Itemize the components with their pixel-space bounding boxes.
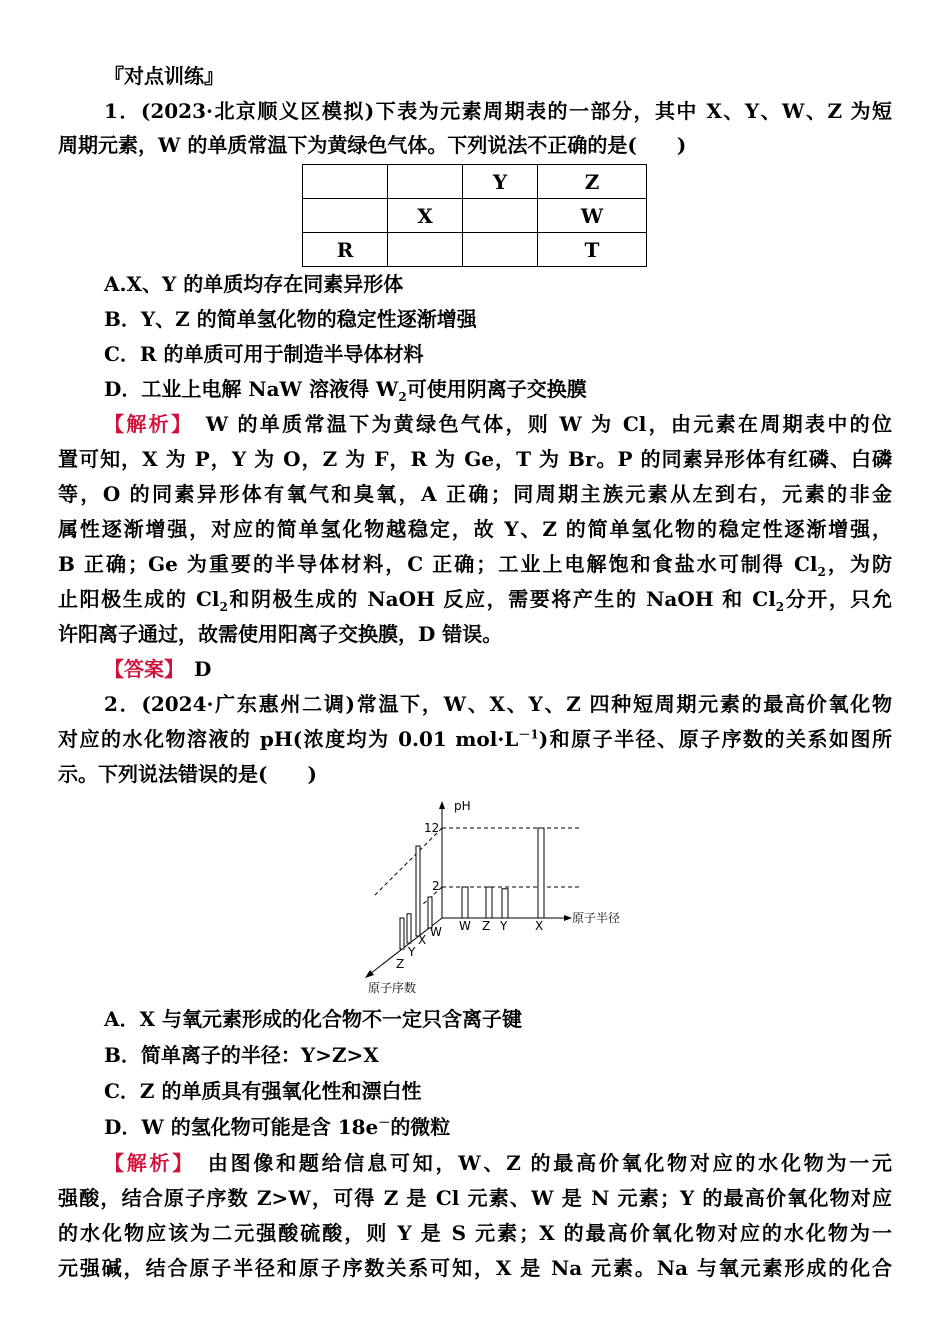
x-axis-arrow [564, 915, 572, 921]
y-axis-arrow [439, 801, 445, 809]
depth-axis-arrow [365, 970, 374, 978]
depth-marker-z: Z [396, 957, 405, 971]
q2-analysis-line-3: 的水化物应该为二元强酸硫酸，则 Y 是 S 元素；X 的最高价氧化物对应的水化物为一 [58, 1221, 892, 1245]
q1-analysis-line-6: 止阳极生成的 $Cl_2$和阴极生成的 NaOH 反应，需要将产生的 NaOH 和 $Cl_2$分开，只允 [58, 587, 893, 614]
analysis-label: 【解析】 [104, 1151, 186, 1175]
q1-option-c: C．R 的单质可用于制造半导体材料 [104, 342, 424, 366]
y-axis-label: pH [454, 799, 471, 813]
depth-bar-z [400, 918, 404, 949]
depth-axis-label: 原子序数 [368, 981, 417, 995]
depth-marker-w: W [430, 925, 442, 939]
table-cell [463, 199, 538, 233]
ph-bar-x [538, 828, 544, 918]
q1-analysis-line-4: 属性逐渐增强，对应的简单氢化物越稳定，故 Y、Z 的简单氢化物的稳定性逐渐增强， [58, 517, 892, 541]
q2-option-d: D．W 的氢化物可能是含 18e－的微粒 [104, 1115, 451, 1139]
depth-marker-y: Y [408, 945, 416, 959]
tick-12: 12 [424, 821, 440, 835]
analysis-label: 【解析】 [104, 412, 184, 436]
table-row [303, 165, 647, 199]
ph-radius-diagram [360, 798, 650, 998]
x-marker-z: Z [482, 919, 491, 933]
q1-analysis-line-2: 置可知，X 为 P，Y 为 O，Z 为 F，R 为 Ge，T 为 Br。P 的同素异形体有红磷、白磷 [58, 447, 892, 471]
x-marker-w: W [459, 919, 471, 933]
table-cell [463, 233, 538, 267]
x-marker-y: Y [500, 919, 508, 933]
q1-option-d: D．工业上电解 NaW 溶液得 $W_2$可使用阴离子交换膜 [104, 377, 587, 404]
table-cell: Z [538, 165, 647, 199]
q2-option-c: C．Z 的单质具有强氧化性和漂白性 [104, 1079, 422, 1103]
answer-label: 【答案】 [104, 657, 174, 681]
q1-stem-line-2: 周期元素，W 的单质常温下为黄绿色气体。下列说法不正确的是( ) [58, 133, 687, 157]
table-cell: T [538, 233, 647, 267]
q2-analysis-line-2: 强酸，结合原子序数 Z>W，可得 Z 是 Cl 元素、W 是 N 元素；Y 的最高价氧化物对应 [58, 1186, 892, 1210]
table-cell [303, 165, 388, 199]
answer-value: D [194, 657, 212, 681]
periodic-table-fragment [302, 164, 647, 267]
depth-marker-x: X [418, 933, 427, 947]
q1-option-a: A.X、Y 的单质均存在同素异形体 [104, 272, 404, 296]
ph-bar-z [486, 887, 492, 918]
table-cell [388, 165, 463, 199]
x-marker-x: X [535, 919, 544, 933]
table-cell: W [538, 199, 647, 233]
depth-bar-x [416, 846, 420, 936]
q2-stem-line-2: 对应的水化物溶液的 pH(浓度均为 0.01 $mol\cdot L^{-1}$)和原子半径、原子序数的关系如图所 [58, 727, 892, 751]
x-axis-label: 原子半径 [572, 911, 621, 925]
ph-bar-w [462, 887, 468, 918]
q1-analysis-line-3: 等，O 的同素异形体有氧气和臭氧，A 正确；同周期主族元素从左到右，元素的非金 [58, 482, 892, 506]
q2-option-b: B．简单离子的半径：Y>Z>X [104, 1043, 379, 1067]
q2-analysis-line-1: 【解析】 由图像和题给信息可知，W、Z 的最高价氧化物对应的水化物为一元 [104, 1151, 893, 1175]
depth-bars [400, 846, 432, 949]
q2-option-a: A．X 与氧元素形成的化合物不一定只含离子键 [104, 1007, 522, 1031]
q1-answer [104, 655, 211, 683]
radius-bars [462, 828, 544, 918]
table-cell [388, 233, 463, 267]
depth-bar-w [428, 897, 432, 928]
q2-stem-line-3: 示。下列说法错误的是( ) [58, 762, 317, 786]
q1-stem-line-1: 1．(2023·北京顺义区模拟)下表为元素周期表的一部分，其中 X、Y、W、Z 为短 [104, 99, 892, 123]
table-cell [303, 199, 388, 233]
q1-option-b: B．Y、Z 的简单氢化物的稳定性逐渐增强 [104, 307, 477, 331]
q1-analysis-line-7: 许阳离子通过，故需使用阳离子交换膜，D 错误。 [58, 622, 503, 646]
q2-stem-line-1: 2．(2024·广东惠州二调)常温下，W、X、Y、Z 四种短周期元素的最高价氧化物 [104, 692, 892, 716]
section-title: 『对点训练』 [104, 64, 224, 88]
table-row [303, 233, 647, 267]
table-cell: X [388, 199, 463, 233]
q1-analysis-line-1: 【解析】 W 的单质常温下为黄绿色气体，则 W 为 Cl，由元素在周期表中的位 [104, 412, 893, 436]
q2-analysis-line-4: 元强碱，结合原子半径和原子序数关系可知，X 是 Na 元素。Na 与氧元素形成的化合 [58, 1256, 892, 1280]
q1-analysis-line-5: B 正确；Ge 为重要的半导体材料，C 正确；工业上电解饱和食盐水可制得 $Cl_2$，为防 [58, 552, 892, 579]
table-cell: Y [463, 165, 538, 199]
ph-bar-y [502, 889, 508, 918]
table-cell: R [303, 233, 388, 267]
depth-bar-y [407, 914, 411, 943]
tick-2: 2 [432, 879, 440, 893]
table-row [303, 199, 647, 233]
